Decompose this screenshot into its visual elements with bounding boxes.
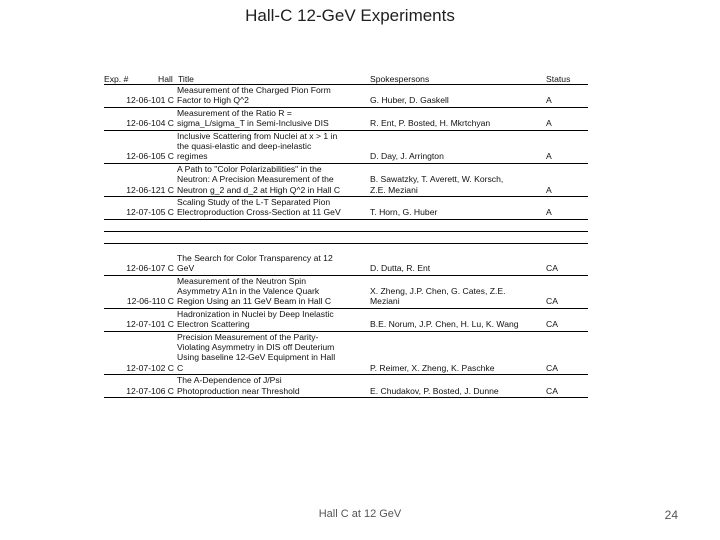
title-line: Scaling Study of the L-T Separated Pion: [177, 196, 331, 207]
title-line: Factor to High Q^2: [177, 95, 249, 106]
title-line: Photoproduction near Threshold: [177, 385, 300, 396]
spokespersons-line: G. Huber, D. Gaskell: [370, 95, 449, 106]
status-value: A: [546, 151, 552, 162]
title-line: Neutron: A Precision Measurement of the: [177, 174, 334, 185]
title-line: Precision Measurement of the Parity-: [177, 331, 319, 342]
title-line: Measurement of the Charged Pion Form: [177, 85, 331, 95]
header-status: Status: [546, 74, 571, 84]
title-line: the quasi-elastic and deep-inelastic: [177, 140, 312, 151]
exp-number: 12-07-102 C: [126, 362, 174, 373]
header-spokespersons: Spokespersons: [370, 74, 430, 84]
title-line: Hadronization in Nuclei by Deep Inelastic: [177, 308, 334, 319]
status-value: CA: [546, 385, 558, 396]
spokespersons-line: T. Horn, G. Huber: [370, 207, 438, 218]
title-line: sigma_L/sigma_T in Semi-Inclusive DIS: [177, 118, 329, 129]
spokespersons-line: D. Dutta, R. Ent: [370, 263, 431, 274]
table-body: [104, 85, 588, 398]
page-title: Hall-C 12-GeV Experiments: [245, 6, 455, 25]
exp-number: 12-06-107 C: [126, 263, 174, 274]
spokespersons-line: E. Chudakov, P. Bosted, J. Dunne: [370, 385, 499, 396]
title-line: Measurement of the Ratio R =: [177, 107, 292, 118]
title-line: C: [177, 362, 184, 373]
title-line: GeV: [177, 263, 195, 274]
title-line: Electroproduction Cross-Section at 11 GeV: [177, 207, 341, 218]
exp-number: 12-07-105 C: [126, 207, 174, 218]
header-hall: Hall: [158, 74, 173, 84]
spokespersons-line: Meziani: [370, 296, 400, 307]
title-line: Using baseline 12-GeV Equipment in Hall: [177, 352, 336, 363]
table-row: [104, 108, 588, 131]
table-row: [104, 375, 588, 398]
spokespersons-line: D. Day, J. Arrington: [370, 151, 444, 162]
title-line: Inclusive Scattering from Nuclei at x > 1 in: [177, 130, 338, 141]
title-line: Measurement of the Neutron Spin: [177, 275, 306, 286]
title-line: Violating Asymmetry in DIS off Deuterium: [177, 341, 335, 352]
blank-row: [104, 232, 588, 244]
spokespersons-line: X. Zheng, J.P. Chen, G. Cates, Z.E.: [370, 285, 506, 296]
footer-text: Hall C at 12 GeV: [318, 508, 402, 520]
table-row: [104, 197, 588, 220]
table-row: [104, 85, 588, 108]
title-line: Neutron g_2 and d_2 at High Q^2 in Hall C: [177, 184, 341, 195]
table-header-row: [104, 74, 588, 85]
exp-number: 12-06-110 C: [126, 296, 174, 307]
spokespersons-line: R. Ent, P. Bosted, H. Mkrtchyan: [370, 118, 491, 129]
status-value: CA: [546, 263, 558, 274]
status-value: A: [546, 95, 552, 106]
title-line: Electron Scattering: [177, 319, 250, 330]
exp-number: 12-07-106 C: [126, 385, 174, 396]
status-value: CA: [546, 296, 558, 307]
blank-spacer: [104, 244, 588, 253]
spokespersons-line: Z.E. Meziani: [370, 184, 418, 195]
status-value: A: [546, 207, 552, 218]
table-row: [104, 276, 588, 309]
experiments-table: [104, 74, 588, 398]
exp-number: 12-06-101 C: [126, 95, 174, 106]
exp-number: 12-06-105 C: [126, 151, 174, 162]
status-value: A: [546, 118, 552, 129]
exp-number: 12-06-104 C: [126, 118, 174, 129]
title-line: regimes: [177, 151, 208, 162]
table-row: [104, 164, 588, 197]
exp-number: 12-06-121 C: [126, 184, 174, 195]
title-line: Region Using an 11 GeV Beam in Hall C: [177, 296, 332, 307]
status-value: CA: [546, 362, 558, 373]
status-value: A: [546, 184, 552, 195]
blank-row: [104, 220, 588, 232]
table-row: [104, 309, 588, 332]
header-exp: Exp. #: [104, 74, 129, 84]
spokespersons-line: B. Sawatzky, T. Averett, W. Korsch,: [370, 174, 504, 185]
title-line: A Path to "Color Polarizabilities" in the: [177, 163, 322, 174]
title-line: Asymmetry A1n in the Valence Quark: [177, 285, 320, 296]
table-row: [104, 253, 588, 276]
title-line: The Search for Color Transparency at 12: [177, 252, 333, 263]
status-value: CA: [546, 319, 558, 330]
spokespersons-line: P. Reimer, X. Zheng, K. Paschke: [370, 362, 495, 373]
header-title: Title: [178, 74, 194, 84]
spokespersons-line: B.E. Norum, J.P. Chen, H. Lu, K. Wang: [370, 319, 519, 330]
table-row: [104, 332, 588, 376]
exp-number: 12-07-101 C: [126, 319, 174, 330]
table-row: [104, 131, 588, 164]
page-number: 24: [664, 508, 678, 522]
title-line: The A-Dependence of J/Psi: [177, 375, 282, 386]
